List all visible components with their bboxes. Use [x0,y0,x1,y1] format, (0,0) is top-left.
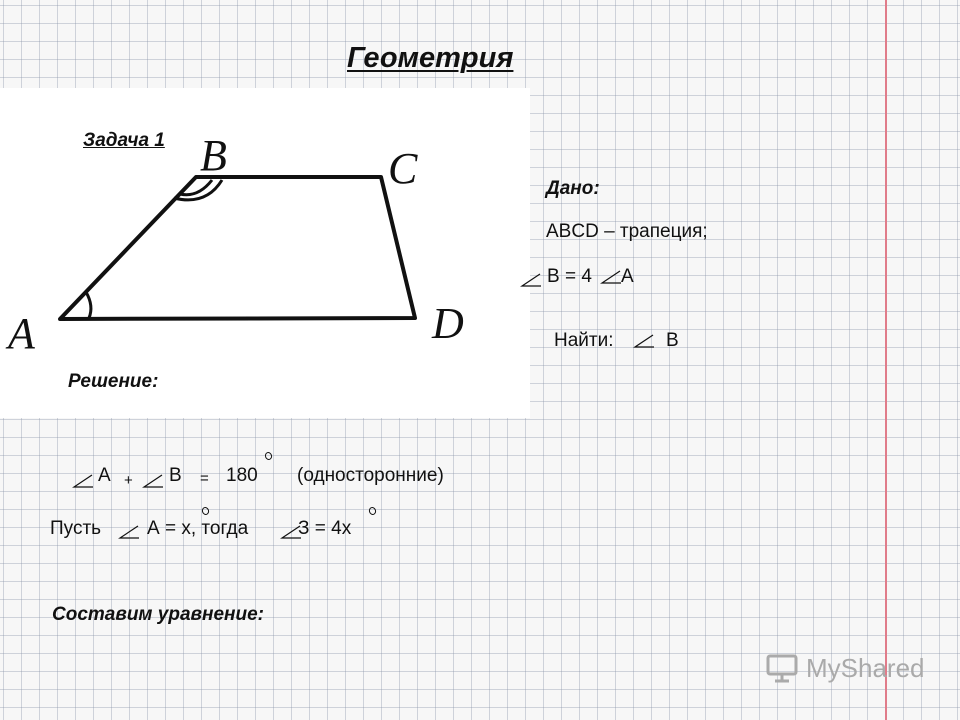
given-line1: ABCD – трапеция; [546,221,708,242]
trapezoid-abcd [60,177,415,319]
angle-icon [118,524,140,540]
watermark-text: MyShared [806,652,925,683]
vertex-label-d: D [432,299,464,348]
angle-a-arc [86,292,91,318]
watermark [766,652,925,684]
vertex-label-b: B [200,131,227,180]
given-line2-right: A [621,266,634,287]
equation-plus: + [124,472,133,489]
solution-heading: Решение: [68,371,159,392]
let-prefix: Пусть [50,518,102,539]
equation-angle-a: A [98,465,111,486]
vertex-label-c: C [388,144,418,193]
presentation-icon [766,652,800,684]
let-angle-a: А = х, тогда [147,518,249,539]
let-angle-b: З = 4х [298,518,352,539]
angle-icon [72,473,94,489]
find-label: Найти: [554,330,614,351]
vertex-label-a: A [8,309,35,358]
page-title: Геометрия [347,42,514,74]
angle-icon [520,272,542,288]
angle-icon [633,333,655,349]
given-line2-left: B = 4 [547,266,592,287]
equation-angle-b: B [169,465,182,486]
equation-value: 180 [226,465,258,486]
find-value: B [666,330,679,351]
equation-note: (односторонние) [297,465,444,486]
given-heading: Дано: [546,178,600,199]
equation-equals: = [200,470,209,487]
compose-heading: Составим уравнение: [52,604,265,625]
task-label: Задача 1 [83,130,165,151]
angle-icon [600,269,622,285]
angle-icon [142,473,164,489]
